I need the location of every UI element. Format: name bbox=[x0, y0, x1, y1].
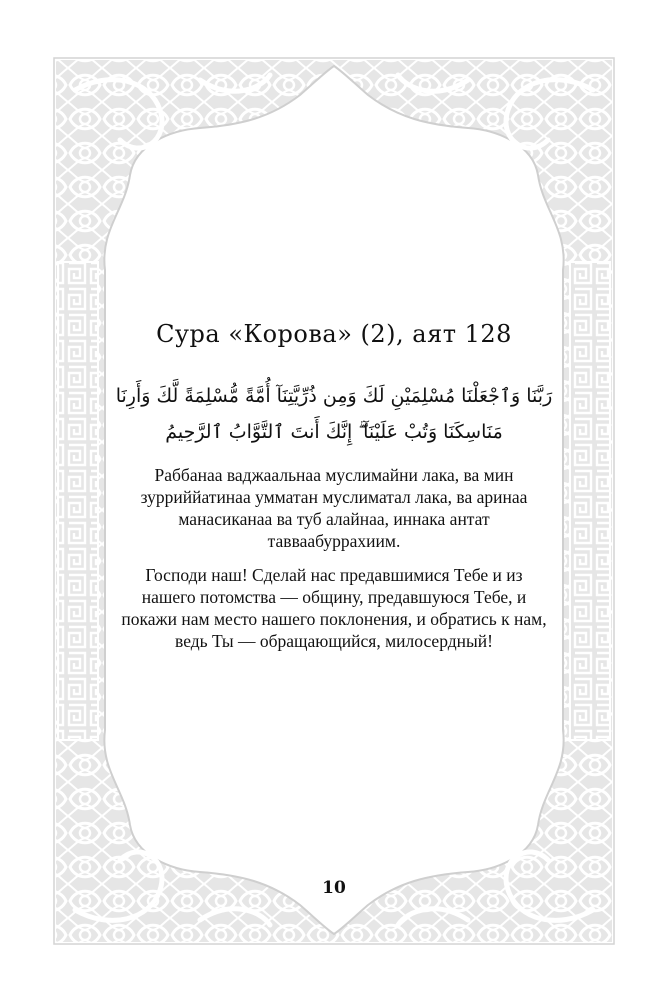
transliteration: Раббанаа ваджаальнаа муслимайни лака, ва мин зурриййатинаа умматан муслиматал лака, ва аринаа манасиканаа ва туб алайнаа, иннака антат тавваабуррахиим. bbox=[140, 465, 528, 551]
translation: Господи наш! Сделай нас предавшимися Тебе и из нашего потомства — общину, предавшуюся Тебе, и покажи нам место нашего поклонения, и обратись к нам, ведь Ты — обращающийся, милосердный! bbox=[121, 565, 547, 651]
page-content bbox=[115, 320, 553, 664]
page-number: 10 bbox=[322, 878, 346, 898]
page-title: Сура «Корова» (2), аят 128 bbox=[156, 320, 512, 348]
arabic-verse: رَبَّنَا وَٱجْعَلْنَا مُسْلِمَيْنِ لَكَ وَمِن ذُرِّيَّتِنَآ أُمَّةً مُّسْلِمَةً لَّكَ وَأَرِنَا مَنَاسِكَنَا وَتُبْ عَلَيْنَآ ۖ إِنَّكَ أَنتَ ٱلتَّوَّابُ ٱلرَّحِيمُ bbox=[115, 385, 553, 443]
